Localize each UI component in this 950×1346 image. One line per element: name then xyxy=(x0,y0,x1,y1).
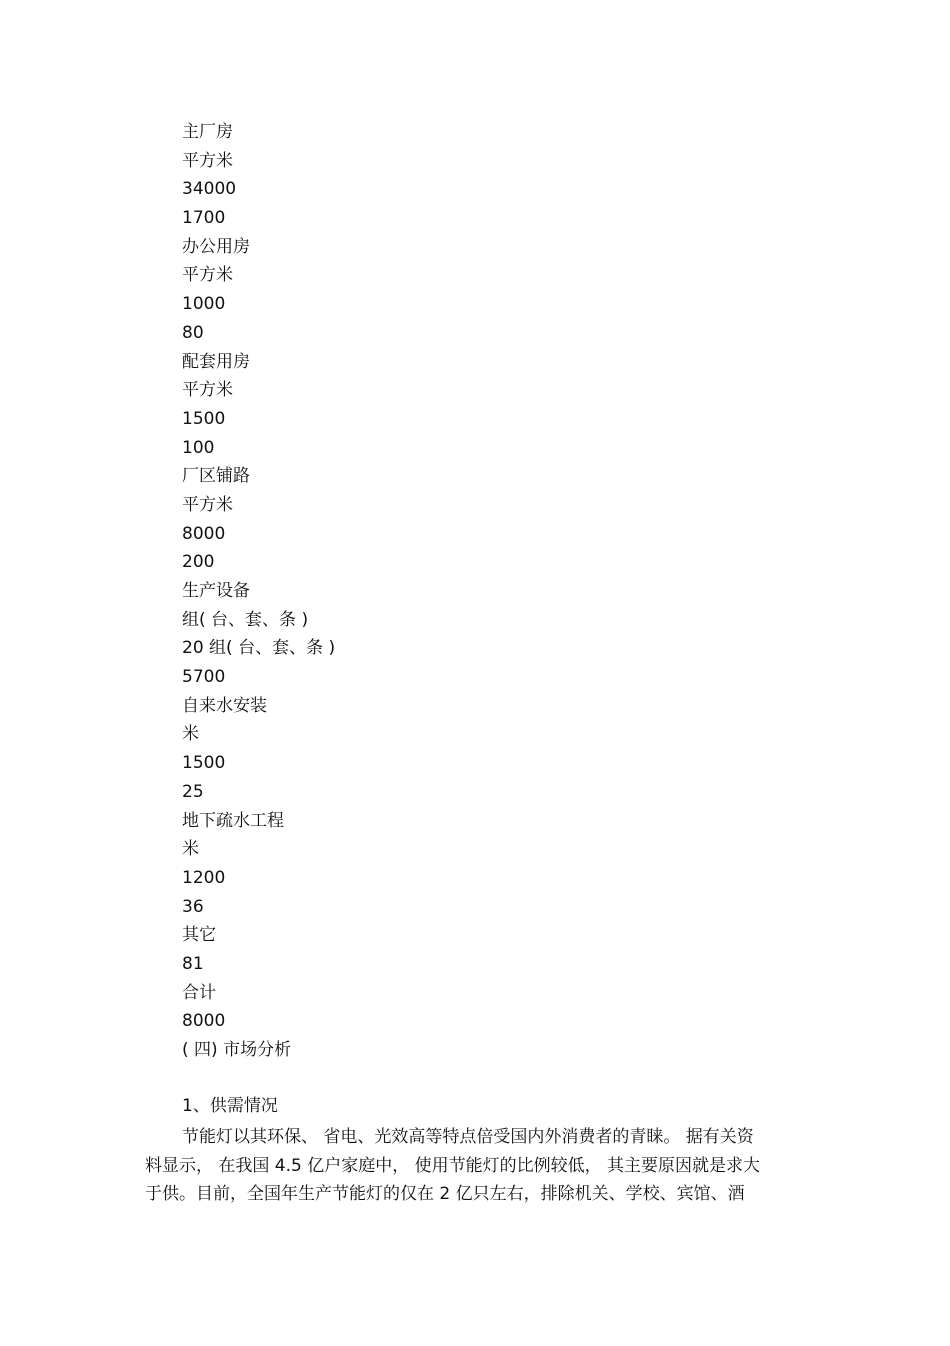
list-item: 1200 xyxy=(182,867,226,888)
list-item: 生产设备 xyxy=(182,581,250,601)
list-item: 主厂房 xyxy=(182,122,233,142)
subsection-heading: 1、供需情况 xyxy=(182,1096,278,1116)
list-item: 100 xyxy=(182,437,215,458)
investment-item-list xyxy=(182,118,335,1065)
paragraph-line: 节能灯以其环保、 省电、光效高等特点倍受国内外消费者的青睐。 据有关资 xyxy=(182,1127,754,1147)
list-item: 办公用房 xyxy=(182,236,250,257)
section-title: ( 四) 市场分析 xyxy=(182,1040,292,1060)
list-item: 1700 xyxy=(182,208,226,229)
list-item: 25 xyxy=(182,781,204,802)
list-item: 配套用房 xyxy=(182,351,250,372)
list-item: 36 xyxy=(182,896,204,917)
body-paragraph xyxy=(145,1123,805,1209)
list-item: 米 xyxy=(182,724,199,745)
list-item: 厂区铺路 xyxy=(182,466,250,487)
list-item: 20 组( 台、套、条 ) xyxy=(182,638,336,659)
list-item: 合计 xyxy=(182,982,216,1003)
list-item: 8000 xyxy=(182,1011,226,1032)
list-item: 米 xyxy=(182,839,199,860)
list-item: 34000 xyxy=(182,179,237,200)
list-item: 地下疏水工程 xyxy=(182,810,284,831)
list-item: 80 xyxy=(182,322,204,343)
list-item: 1500 xyxy=(182,753,226,774)
list-item: 平方米 xyxy=(182,380,233,401)
list-item: 81 xyxy=(182,953,204,974)
list-item: 8000 xyxy=(182,523,226,544)
paragraph-line: 料显示， 在我国 4.5 亿户家庭中， 使用节能灯的比例较低， 其主要原因就是求大 xyxy=(145,1155,761,1176)
list-item: 5700 xyxy=(182,667,226,688)
list-item: 组( 台、套、条 ) xyxy=(182,609,309,630)
list-item: 1500 xyxy=(182,408,226,429)
list-item: 1000 xyxy=(182,294,226,315)
list-item: 200 xyxy=(182,552,215,573)
list-item: 自来水安装 xyxy=(182,695,267,716)
list-item: 平方米 xyxy=(182,494,233,515)
list-item: 平方米 xyxy=(182,265,233,286)
list-item: 平方米 xyxy=(182,150,233,171)
paragraph-line: 于供。目前，全国年生产节能灯的仅在 2 亿只左右，排除机关、学校、宾馆、酒 xyxy=(145,1184,745,1204)
list-item: 其它 xyxy=(182,925,216,946)
